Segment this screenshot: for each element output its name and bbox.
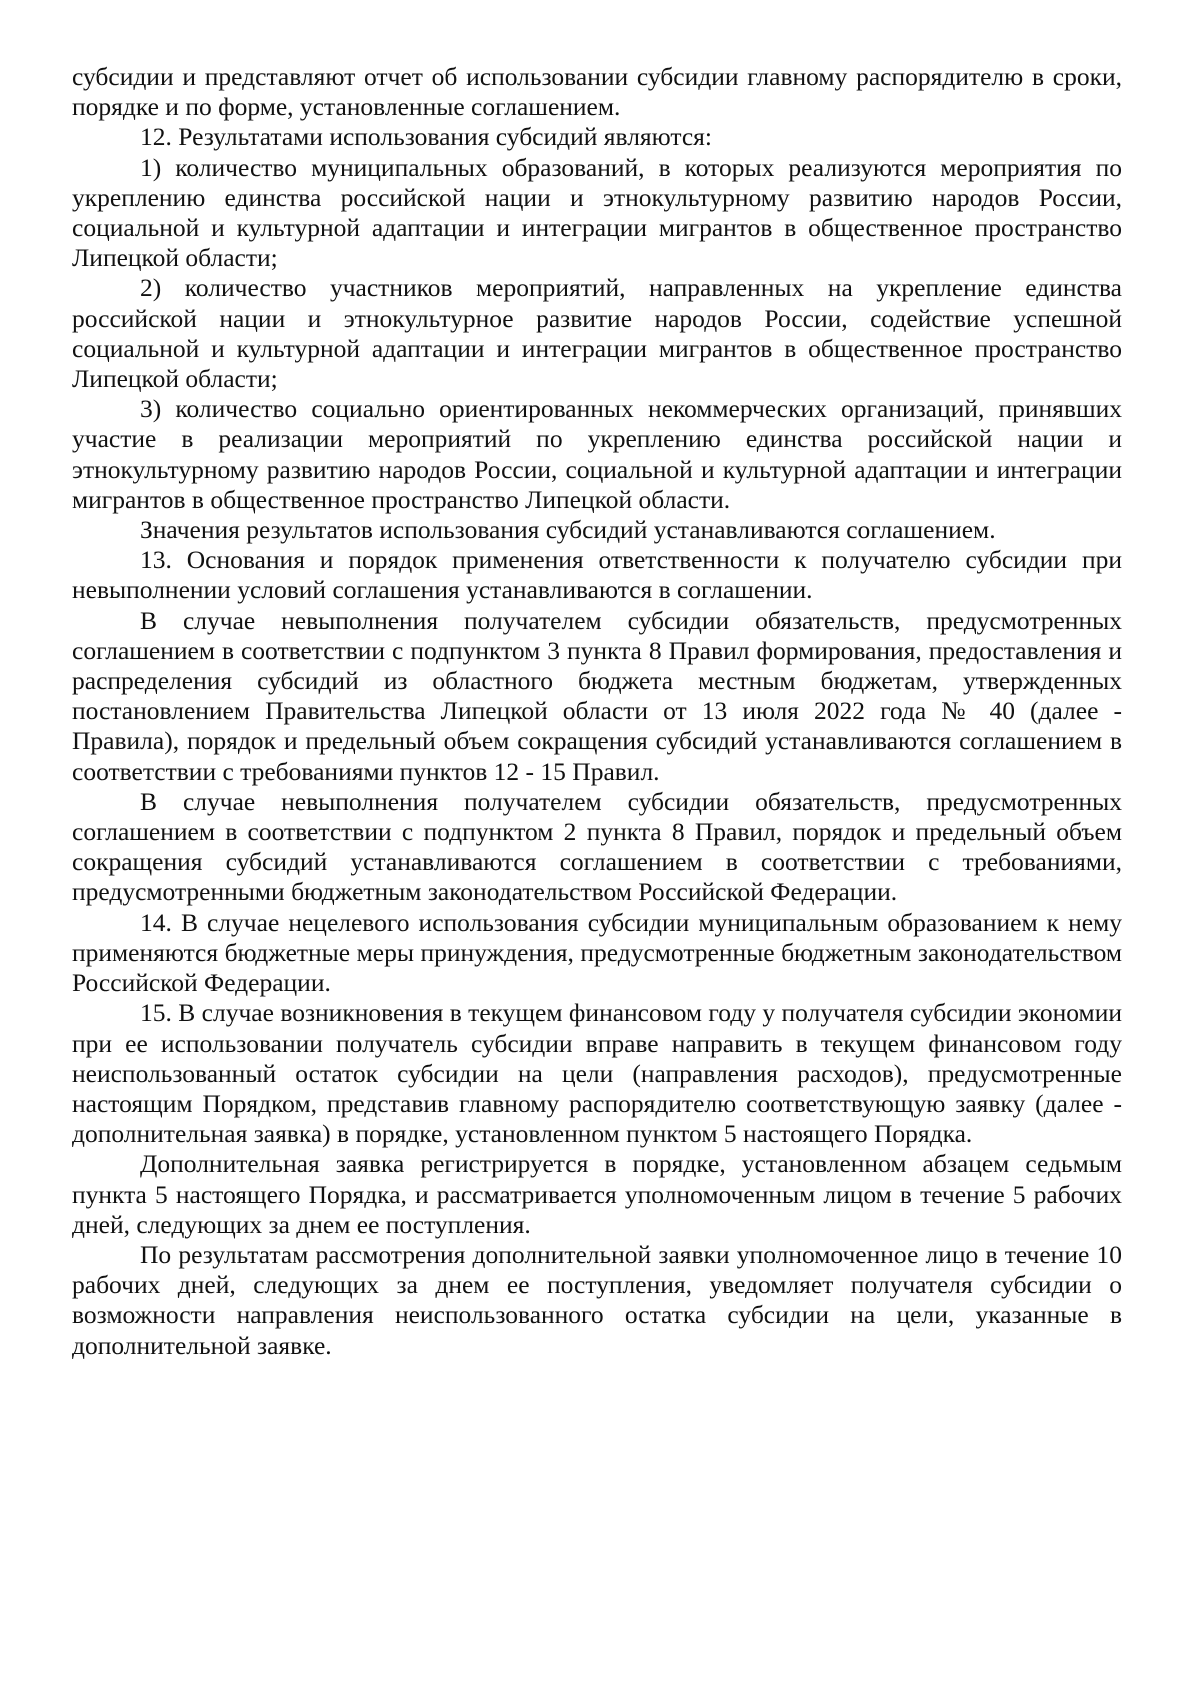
paragraph-item-15-registration: Дополнительная заявка регистрируется в порядке, установленном абзацем седьмым пункта 5 настоящего Порядка, и рассматривается уполномоченным лицом в течение 5 рабочих дней, следующих за днем ее поступления.	[72, 1149, 1122, 1239]
paragraph-item-12: 12. Результатами использования субсидий являются:	[140, 122, 712, 152]
paragraph-item-15: 15. В случае возникновения в текущем финансовом году у получателя субсидии экономии при ее использовании получатель субсидии вправе направить в текущем финансовом году неиспользованный остаток субсидии на цели (направления расходов), предусмотренные настоящим Порядком, представив главному распорядителю соответствующую заявку (далее - дополнительная заявка) в порядке, установленном пунктом 5 настоящего Порядка.	[72, 998, 1122, 1149]
paragraph-item-13: 13. Основания и порядок применения ответственности к получателю субсидии при невыполнении условий соглашения устанавливаются в соглашении.	[72, 545, 1122, 605]
paragraph-result-values: Значения результатов использования субсидий устанавливаются соглашением.	[140, 515, 996, 545]
paragraph-item-13-case-2: В случае невыполнения получателем субсидии обязательств, предусмотренных соглашением в соответствии с подпунктом 2 пункта 8 Правил, порядок и предельный объем сокращения субсидий устанавливаются соглашением в соответствии с требованиями, предусмотренными бюджетным законодательством Российской Федерации.	[72, 786, 1122, 907]
paragraph-result-2: 2) количество участников мероприятий, направленных на укрепление единства российской нации и этнокультурное развитие народов России, содействие успешной социальной и культурной адаптации и интеграции мигрантов в общественное пространство Липецкой области;	[72, 273, 1122, 394]
paragraph-result-3: 3) количество социально ориентированных некоммерческих организаций, принявших участие в реализации мероприятий по укреплению единства российской нации и этнокультурному развитию народов России, социальной и культурной адаптации и интеграции мигрантов в общественное пространство Липецкой области.	[72, 394, 1122, 514]
paragraph-continuation: субсидии и представляют отчет об использовании субсидии главному распорядителю в сроки, порядке и по форме, установленные соглашением.	[72, 62, 1122, 122]
paragraph-result-1: 1) количество муниципальных образований, в которых реализуются мероприятия по укреплению единства российской нации и этнокультурному развитию народов России, социальной и культурной адаптации и интеграции мигрантов в общественное пространство Липецкой области;	[72, 152, 1122, 273]
document-page	[72, 62, 1122, 1361]
paragraph-item-14: 14. В случае нецелевого использования субсидии муниципальным образованием к нему применяются бюджетные меры принуждения, предусмотренные бюджетным законодательством Российской Федерации.	[72, 907, 1122, 998]
paragraph-item-13-case-1: В случае невыполнения получателем субсидии обязательств, предусмотренных соглашением в соответствии с подпунктом 3 пункта 8 Правил формирования, предоставления и распределения субсидий из областного бюджета местным бюджетам, утвержденных постановлением Правительства Липецкой области от 13 июля 2022 года № 40 (далее - Правила), порядок и предельный объем сокращения субсидий устанавливаются соглашением в соответствии с требованиями пунктов 12 - 15 Правил.	[72, 605, 1122, 786]
paragraph-item-15-result: По результатам рассмотрения дополнительной заявки уполномоченное лицо в течение 10 рабочих дней, следующих за днем ее поступления, уведомляет получателя субсидии о возможности направления неиспользованного остатка субсидии на цели, указанные в дополнительной заявке.	[72, 1239, 1122, 1360]
